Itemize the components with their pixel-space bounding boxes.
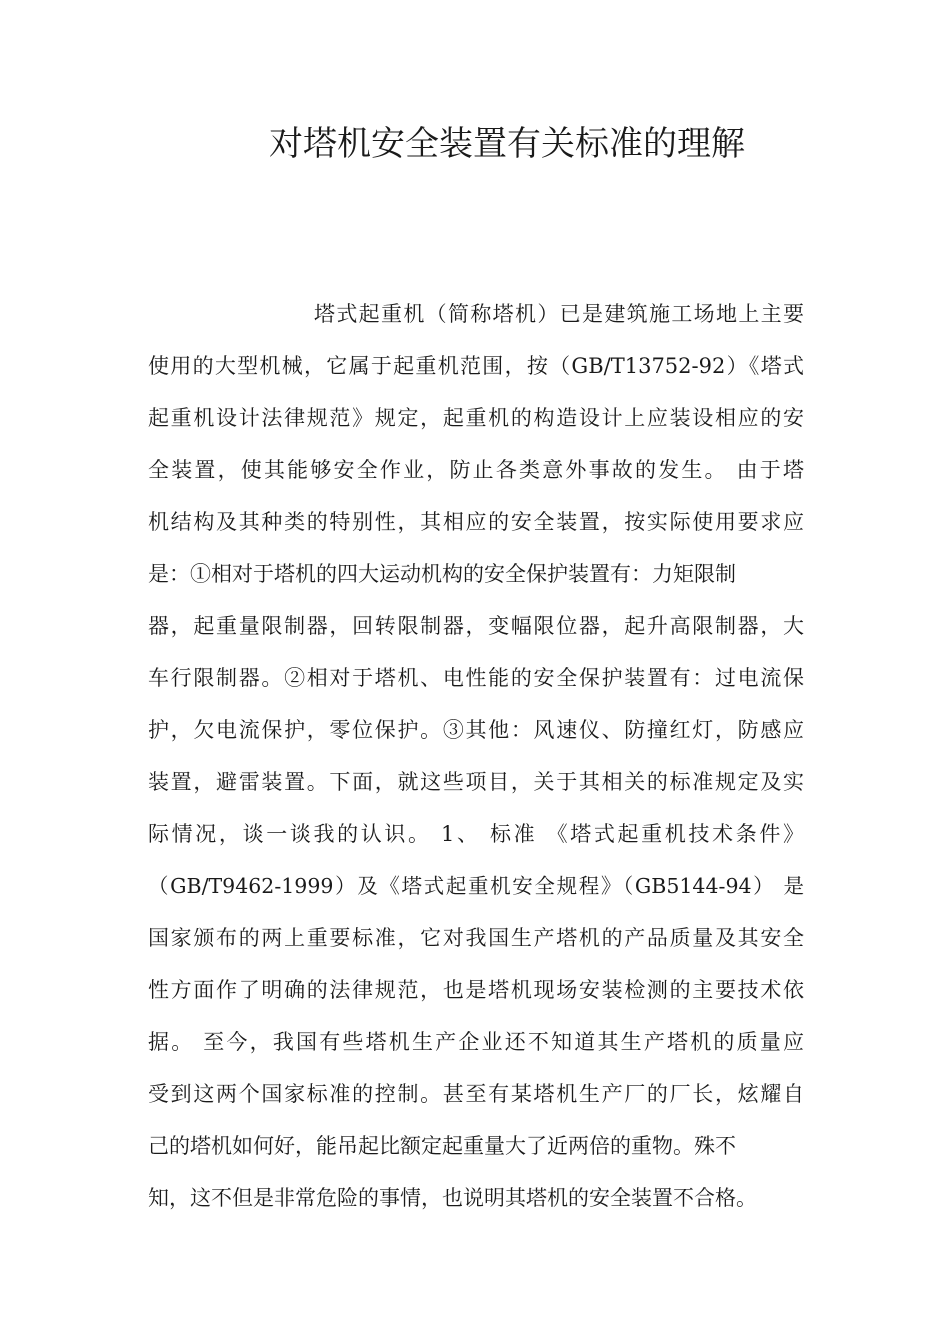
body-line: 性方面作了明确的法律规范，也是塔机现场安装检测的主要技术依 [148, 978, 804, 1002]
body-line: 使用的大型机械，它属于起重机范围，按（GB/T13752-92）《塔式 [148, 354, 804, 378]
body-line: 全装置，使其能够安全作业，防止各类意外事故的发生。 由于塔 [148, 458, 804, 482]
body-line: 起重机设计法律规范》规定，起重机的构造设计上应装设相应的安 [148, 406, 804, 430]
document-title: 对塔机安全装置有关标准的理解 [269, 124, 745, 164]
body-line: 车行限制器。②相对于塔机、电性能的安全保护装置有：过电流保 [148, 666, 804, 690]
body-line: 塔式起重机（简称塔机）已是建筑施工场地上主要 [314, 302, 804, 326]
body-line: 己的塔机如何好，能吊起比额定起重量大了近两倍的重物。殊不 [148, 1134, 736, 1158]
body-line: 际情况，谈一谈我的认识。 1、 标准 《塔式起重机技术条件》 [148, 822, 804, 846]
body-line: 装置，避雷装置。下面，就这些项目，关于其相关的标准规定及实 [148, 770, 804, 794]
body-line: 受到这两个国家标准的控制。甚至有某塔机生产厂的厂长，炫耀自 [148, 1082, 804, 1106]
body-line: 知，这不但是非常危险的事情，也说明其塔机的安全装置不合格。 [148, 1186, 757, 1210]
body-line: （GB/T9462-1999）及《塔式起重机安全规程》（GB5144-94） 是 [148, 874, 804, 898]
body-line: 据。 至今，我国有些塔机生产企业还不知道其生产塔机的质量应 [148, 1030, 804, 1054]
body-line: 是：①相对于塔机的四大运动机构的安全保护装置有：力矩限制 [148, 562, 736, 586]
body-line: 机结构及其种类的特别性，其相应的安全装置，按实际使用要求应 [148, 510, 804, 534]
body-line: 护，欠电流保护，零位保护。③其他：风速仪、防撞红灯，防感应 [148, 718, 804, 742]
body-line: 国家颁布的两上重要标准，它对我国生产塔机的产品质量及其安全 [148, 926, 804, 950]
document-body [148, 288, 804, 1224]
body-line: 器，起重量限制器，回转限制器，变幅限位器，起升高限制器，大 [148, 614, 804, 638]
